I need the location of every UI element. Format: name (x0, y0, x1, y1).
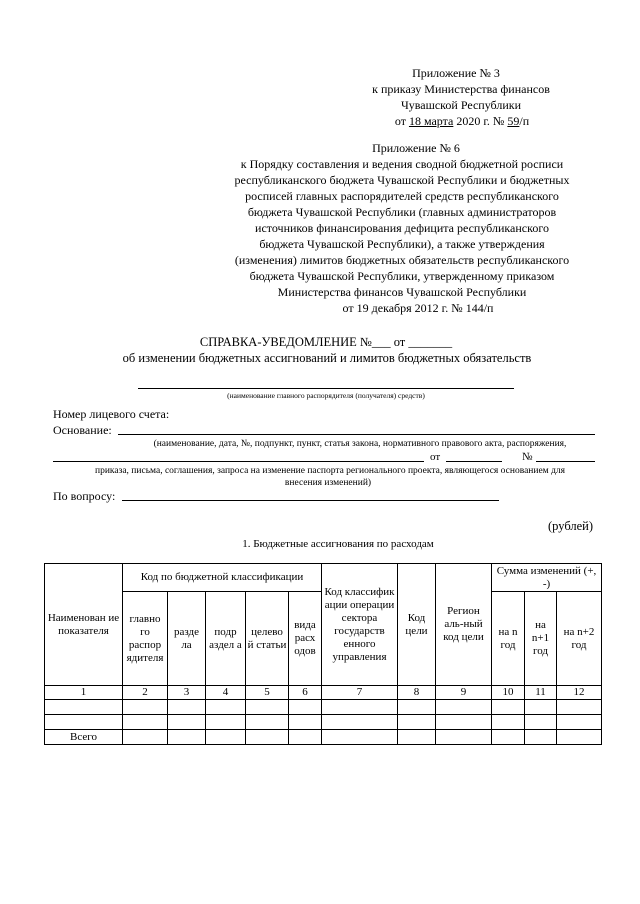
table-cell (398, 730, 436, 745)
question-line (122, 500, 499, 501)
question-label: По вопросу: (53, 489, 116, 503)
appendix6-line-4: бюджета Чувашской Республики (главных администраторов (247, 205, 557, 219)
basis-line-1 (118, 434, 595, 435)
table-cell (557, 715, 602, 730)
col-year-n2-header: на n+2 год (557, 592, 602, 686)
appendix6-title: Приложение № 6 (372, 141, 460, 155)
appendix3-line2: к приказу Министерства финансов (372, 82, 550, 96)
total-label: Всего (45, 730, 123, 745)
table-cell (492, 700, 525, 715)
appendix6-line-6: бюджета Чувашской Республики), а также утверждения (259, 237, 545, 251)
table-cell (168, 700, 206, 715)
table-cell (398, 700, 436, 715)
table-cell (206, 715, 246, 730)
table-cell (206, 700, 246, 715)
table-cell (123, 715, 168, 730)
appendix3-date-prefix: от (394, 114, 406, 128)
col-number: 12 (557, 686, 602, 700)
col-operation-header: Код классифик ации операции сектора государств енного управления (322, 564, 398, 686)
basis-line-2 (53, 461, 424, 462)
basis-from-label: от (430, 451, 441, 463)
budget-code-group-header: Код по бюджетной классификации (123, 564, 322, 592)
col-year-n-header: на n год (492, 592, 525, 686)
table-cell (246, 700, 289, 715)
table-total-row (45, 730, 602, 745)
basis-caption-1: (наименование, дата, №, подпункт, пункт, статья закона, нормативного правового акта, распоряжения, (153, 439, 567, 449)
basis-number-label: № (522, 451, 533, 463)
col-number: 9 (436, 686, 492, 700)
units-label: (рублей) (548, 519, 594, 533)
table-cell (436, 700, 492, 715)
appendix3-date-day: 18 марта (408, 114, 454, 128)
basis-caption-2: приказа, письма, соглашения, запроса на изменение паспорта регионального проекта, являющегося основанием для (94, 466, 566, 476)
table-cell (45, 700, 123, 715)
table-cell (123, 700, 168, 715)
table-cell (45, 715, 123, 730)
table-cell (322, 715, 398, 730)
distributor-line (138, 388, 514, 389)
document-subtitle: об изменении бюджетных ассигнований и лимитов бюджетных обязательств (122, 351, 532, 365)
col-target-header: целево й статьи (246, 592, 289, 686)
basis-date-line (446, 461, 502, 462)
basis-number-line (536, 461, 595, 462)
distributor-caption: (наименование главного распорядителя (получателя) средств) (227, 391, 425, 400)
table-cell (289, 715, 322, 730)
appendix3-date-number: 59 (507, 114, 520, 128)
table-cell (246, 715, 289, 730)
table-cell (322, 700, 398, 715)
appendix6-line-10: от 19 декабря 2012 г. № 144/п (342, 301, 494, 315)
col-type-header: вида расх одов (289, 592, 322, 686)
appendix3-date (395, 114, 529, 128)
appendix3-line3: Чувашской Республики (400, 98, 522, 112)
table-cell (525, 700, 557, 715)
table-row (45, 700, 602, 715)
sum-group-header: Сумма изменений (+, -) (492, 564, 602, 592)
table-cell (289, 700, 322, 715)
appendix6-line-1: к Порядку составления и ведения сводной бюджетной росписи (240, 157, 564, 171)
section-title: 1. Бюджетные ассигнования по расходам (242, 538, 434, 550)
table-cell (322, 730, 398, 745)
table-row (45, 715, 602, 730)
col-number: 7 (322, 686, 398, 700)
table-cell (246, 730, 289, 745)
table-cell (557, 700, 602, 715)
appendix3-title: Приложение № 3 (412, 66, 500, 80)
table-cell (525, 730, 557, 745)
table-cell (557, 730, 602, 745)
table-number-row (45, 686, 602, 700)
col-number: 2 (123, 686, 168, 700)
appendix6-line-5: источников финансирования дефицита республиканского (255, 221, 549, 235)
col-number: 3 (168, 686, 206, 700)
col-chief-header: главно го распор ядителя (123, 592, 168, 686)
table-cell (436, 715, 492, 730)
col-number: 10 (492, 686, 525, 700)
table-cell (492, 715, 525, 730)
appendix3-date-suffix: /п (519, 114, 530, 128)
table-cell (168, 730, 206, 745)
budget-table (44, 563, 602, 745)
col-number: 8 (398, 686, 436, 700)
col-number: 11 (525, 686, 557, 700)
col-regional-header: Регион аль-ный код цели (436, 564, 492, 686)
col-number: 4 (206, 686, 246, 700)
document-title: СПРАВКА-УВЕДОМЛЕНИЕ №___ от _______ (199, 335, 453, 349)
table-header-row-1 (45, 564, 602, 592)
basis-caption-3: внесения изменений) (284, 478, 372, 488)
col-number: 5 (246, 686, 289, 700)
appendix6-line-2: республиканского бюджета Чувашской Республики и бюджетных (234, 173, 570, 187)
col-section-header: разде ла (168, 592, 206, 686)
appendix6-line-8: бюджета Чувашской Республики, утвержденному приказом (249, 269, 555, 283)
appendix6-line-7: (изменения) лимитов бюджетных обязательств республиканского (234, 253, 570, 267)
table-cell (525, 715, 557, 730)
col-number: 1 (45, 686, 123, 700)
table-cell (398, 715, 436, 730)
table-cell (123, 730, 168, 745)
col-name-header: Наименован ие показателя (45, 564, 123, 686)
table-cell (436, 730, 492, 745)
col-goal-code-header: Код цели (398, 564, 436, 686)
account-label: Номер лицевого счета: (53, 407, 170, 421)
appendix6-line-3: росписей главных распорядителей средств республиканского (245, 189, 559, 203)
col-number: 6 (289, 686, 322, 700)
table-cell (168, 715, 206, 730)
table-cell (492, 730, 525, 745)
basis-label: Основание: (53, 423, 112, 437)
appendix3-date-year: 2020 г. № (456, 114, 505, 128)
table-cell (289, 730, 322, 745)
col-year-n1-header: на n+1 год (525, 592, 557, 686)
appendix6-line-9: Министерства финансов Чувашской Республики (277, 285, 527, 299)
table-cell (206, 730, 246, 745)
col-subsection-header: подр аздел а (206, 592, 246, 686)
